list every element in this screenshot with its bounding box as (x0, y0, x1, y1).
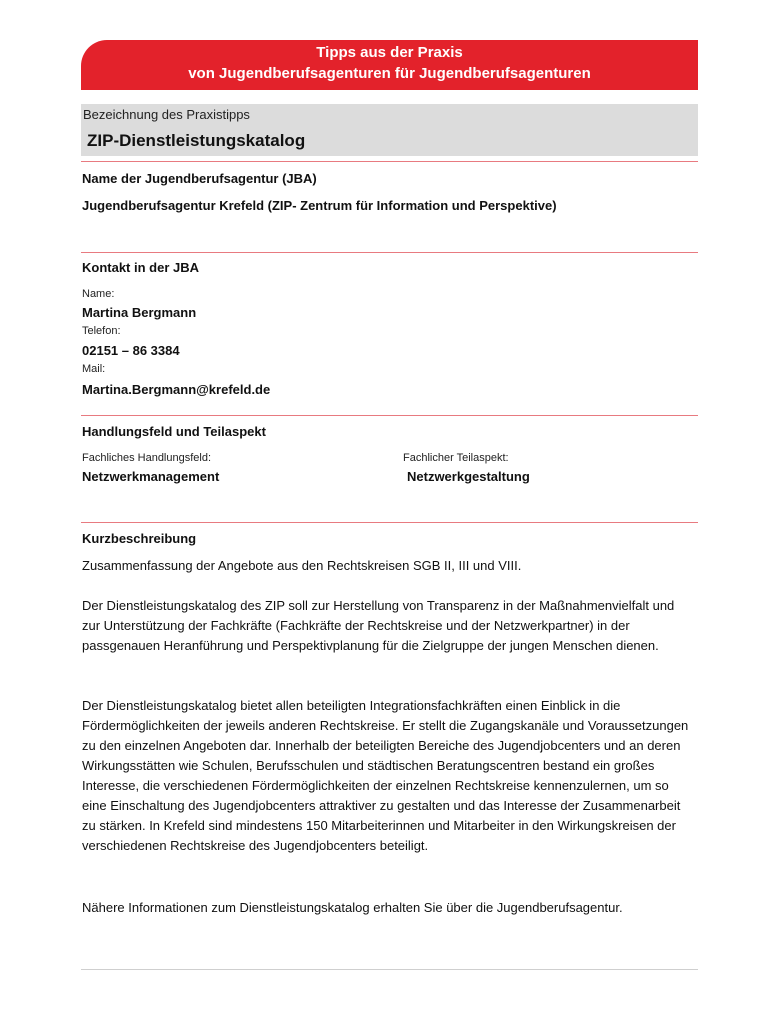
agency-heading: Name der Jugendberufsagentur (JBA) (82, 171, 317, 186)
footer-divider (81, 969, 698, 970)
header-banner (81, 40, 698, 90)
field-aspect-value: Netzwerkgestaltung (407, 469, 530, 484)
contact-heading: Kontakt in der JBA (82, 260, 200, 275)
agency-name: Jugendberufsagentur Krefeld (ZIP- Zentrum für Information und Perspektive) (82, 198, 557, 213)
contact-name-label: Name: (82, 288, 115, 300)
field-aspect-label: Fachlicher Teilaspekt: (403, 452, 509, 464)
divider (81, 522, 698, 523)
contact-phone: 02151 – 86 3384 (82, 343, 180, 358)
contact-mail: Martina.Bergmann@krefeld.de (82, 382, 271, 397)
summary-paragraph-1: Zusammenfassung der Angebote aus den Rechtskreisen SGB II, III und VIII. (82, 558, 522, 573)
tip-title-block (81, 104, 698, 156)
field-heading: Handlungsfeld und Teilaspekt (82, 424, 266, 439)
tip-title-caption: Bezeichnung des Praxistipps (83, 107, 250, 122)
summary-paragraph-3: Der Dienstleistungskatalog bietet allen beteiligten Integrationsfachkräften einen Einblick in die Fördermöglichkeiten der jeweils anderen Rechtskreise. Er stellt die Zugangskanäle und Voraussetzungen zu den einzelnen Angeboten dar. Innerhalb der beteiligten Bereiche des Jugendjobcenters und an deren Wirkungsstätten wie Schulen, Berufsschulen und städtischen Beratungscentren bestand ein großes Interesse, die verschiedenen Fördermöglichkeiten der einzelnen Rechtskreise kennenzulernen, um so eine Einschaltung des Jugendjobcenters attraktiver zu gestalten und das Interesse der Zusammenarbeit zu stärken. In Krefeld sind mindestens 150 Mitarbeiterinnen und Mitarbeiter in den Wirkungskreisen der verschiedenen Rechtskreise des Jugendjobcenters beteiligt. (82, 698, 689, 853)
summary-paragraph-4: Nähere Informationen zum Dienstleistungskatalog erhalten Sie über die Jugendberufsagentur. (82, 900, 623, 915)
summary-heading: Kurzbeschreibung (82, 531, 197, 546)
divider (81, 252, 698, 253)
divider (81, 415, 698, 416)
contact-name: Martina Bergmann (82, 305, 197, 320)
field-area-label: Fachliches Handlungsfeld: (82, 452, 212, 464)
contact-mail-label: Mail: (82, 363, 106, 375)
banner-title: Tipps aus der Praxis (316, 44, 463, 61)
contact-phone-label: Telefon: (82, 325, 121, 337)
summary-paragraph-2: Der Dienstleistungskatalog des ZIP soll zur Herstellung von Transparenz in der Maßnahmenvielfalt und zur Unterstützung der Fachkräfte (Fachkräfte der Rechtskreise und der Netzwerkpartner) in der passgenauen Heranführung und Perspektivplanung für die Zielgruppe der jungen Menschen dienen. (82, 598, 675, 653)
field-area-value: Netzwerkmanagement (82, 469, 220, 484)
divider (81, 161, 698, 162)
banner-subtitle: von Jugendberufsagenturen für Jugendberufsagenturen (188, 65, 591, 82)
tip-title: ZIP-Dienstleistungskatalog (87, 131, 306, 150)
